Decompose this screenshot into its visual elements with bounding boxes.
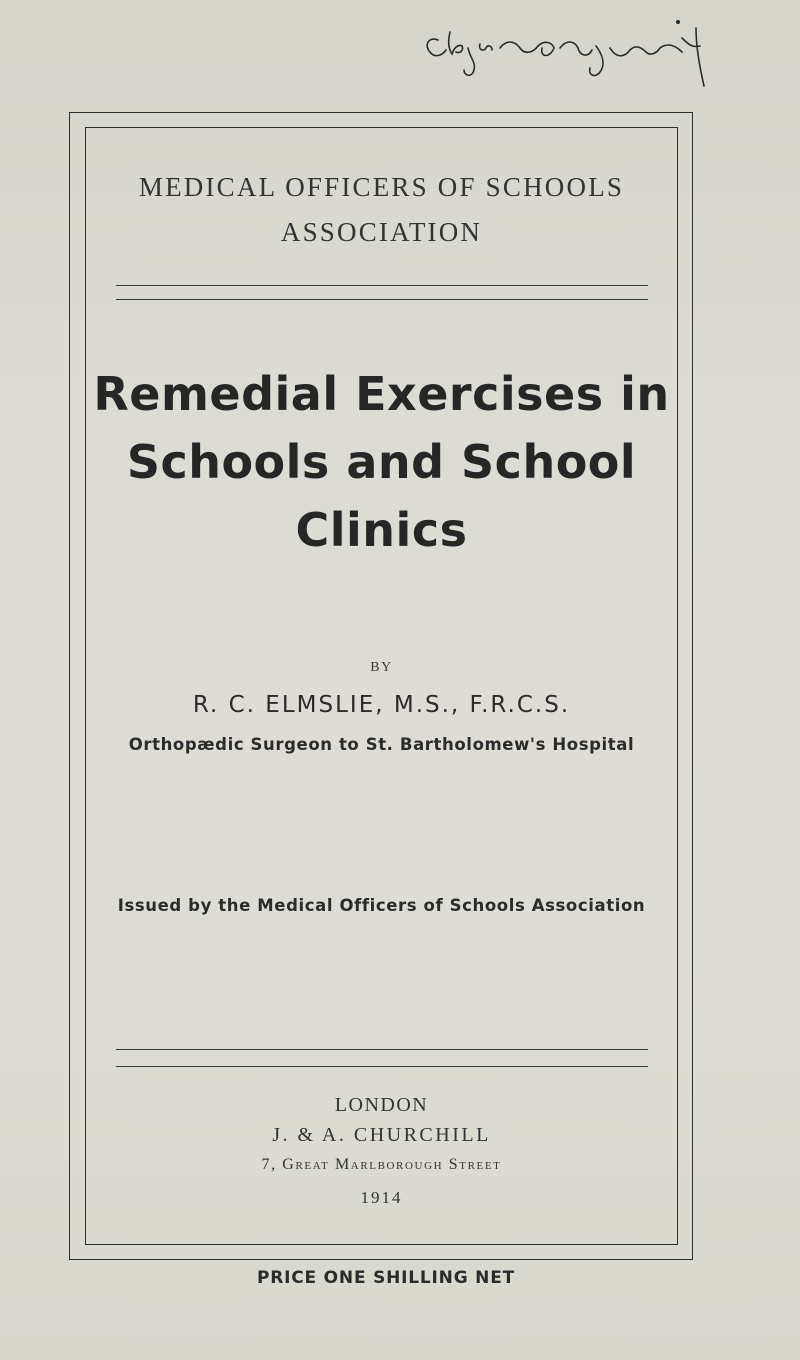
book-title [85,360,678,564]
association-line2: ASSOCIATION [280,217,483,247]
divider-rule-bottom-2 [116,1066,648,1067]
divider-rule-bottom-1 [116,1049,648,1050]
issued-by: Issued by the Medical Officers of Schools Association [117,896,646,915]
title-line2: Schools and School [126,435,637,489]
price-line: PRICE ONE SHILLING NET [256,1268,515,1288]
imprint-year: 1914 [360,1188,403,1207]
author-role: Orthopædic Surgeon to St. Bartholomew's Hospital [128,735,635,754]
title-line1: Remedial Exercises in [93,367,670,421]
imprint-city: LONDON [334,1094,429,1116]
association-line1: MEDICAL OFFICERS OF SCHOOLS [138,172,625,202]
imprint-publisher: J. & A. CHURCHILL [272,1124,491,1146]
author-name: R. C. ELMSLIE, M.S., F.R.C.S. [192,692,571,718]
by-label: BY [370,660,393,675]
inner-border [85,127,678,1245]
title-line3: Clinics [295,503,468,557]
divider-rule-top-2 [116,299,648,300]
handwritten-signature [420,18,730,93]
divider-rule-top-1 [116,285,648,286]
association-name [85,165,678,255]
imprint-address: 7, Great Marlborough Street [261,1156,502,1173]
